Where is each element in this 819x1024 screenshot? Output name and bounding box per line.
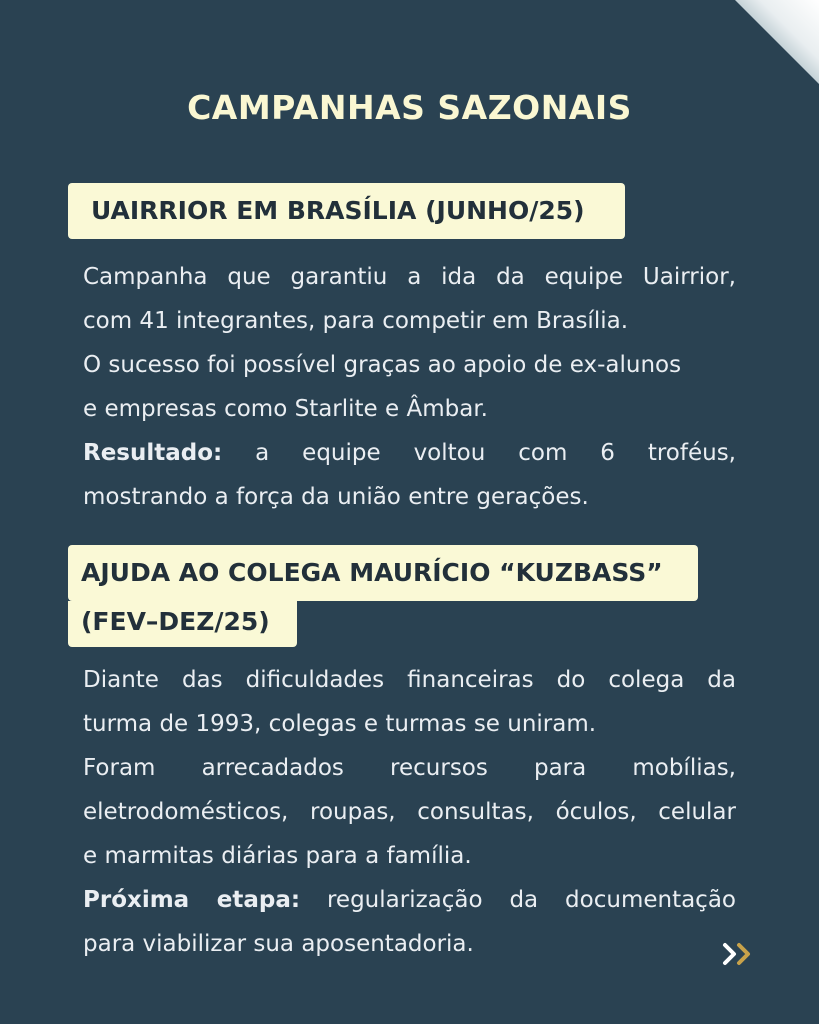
body-line: Diante das dificuldades financeiras do colega da [83,667,736,693]
body-line: Foram arrecadados recursos para mobílias, [83,755,736,781]
section-heading-mauricio-dates: (FEV–DEZ/25) [68,601,297,647]
page-title: CAMPANHAS SAZONAIS [187,88,632,127]
section-body-uairrior [83,255,736,519]
body-line: mostrando a força da união entre gerações. [83,484,589,510]
next-step-text: regularização da documentação [326,887,736,913]
body-line: e empresas como Starlite e Âmbar. [83,396,488,422]
next-step-label: Próxima etapa: [83,887,301,913]
body-line: turma de 1993, colegas e turmas se uniram. [83,711,597,737]
body-line: com 41 integrantes, para competir em Brasília. [83,308,629,334]
page-corner-fold [735,0,819,84]
result-text: a equipe voltou com 6 troféus, [255,440,736,466]
section-heading-uairrior: UAIRRIOR EM BRASÍLIA (JUNHO/25) [68,183,625,239]
section-heading-mauricio: AJUDA AO COLEGA MAURÍCIO “KUZBASS” [68,545,698,601]
body-line: Campanha que garantiu a ida da equipe Uairrior, [83,264,736,290]
section-body-mauricio [83,658,736,966]
double-chevron-right-icon[interactable] [721,938,757,970]
chevron-white [725,945,734,963]
result-line [83,431,736,475]
chevron-gold [739,945,748,963]
body-line: para viabilizar sua aposentadoria. [83,931,474,957]
next-step-line [83,878,736,922]
body-line: O sucesso foi possível graças ao apoio de ex-alunos [83,352,682,378]
body-line: e marmitas diárias para a família. [83,843,472,869]
result-label: Resultado: [83,440,223,466]
body-line: eletrodomésticos, roupas, consultas, óculos, celular [83,799,736,825]
